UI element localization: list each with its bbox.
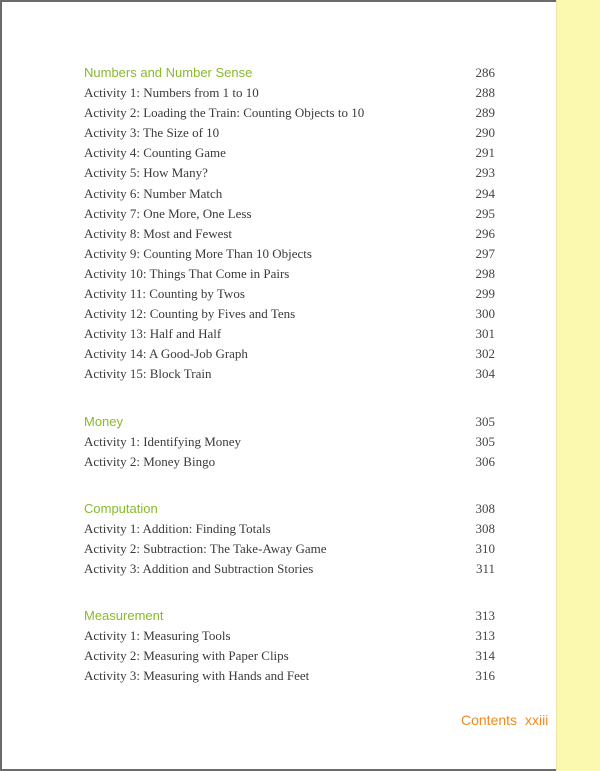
table-of-contents <box>84 63 495 714</box>
toc-entry <box>84 184 495 204</box>
entry-page-number: 308 <box>475 520 495 536</box>
section-page-number: 308 <box>475 500 495 516</box>
entry-page-number: 300 <box>475 306 495 322</box>
entry-title: Activity 2: Loading the Train: Counting Objects to 10 <box>84 105 365 121</box>
scan-edge-left <box>0 0 2 771</box>
section-heading <box>84 412 495 432</box>
toc-entry <box>84 539 495 559</box>
toc-entry <box>84 244 495 264</box>
toc-section <box>84 412 495 472</box>
toc-entry <box>84 123 495 143</box>
toc-section <box>84 499 495 579</box>
entry-page-number: 301 <box>475 326 495 342</box>
page-edge-strip <box>556 0 600 771</box>
entry-title: Activity 15: Block Train <box>84 366 212 382</box>
entry-page-number: 288 <box>475 85 495 101</box>
toc-entry <box>84 324 495 344</box>
entry-title: Activity 3: The Size of 10 <box>84 125 220 141</box>
scan-edge-top <box>0 0 600 2</box>
entry-page-number: 310 <box>475 540 495 556</box>
entry-page-number: 314 <box>475 648 495 664</box>
entry-title: Activity 6: Number Match <box>84 185 223 201</box>
toc-entry <box>84 103 495 123</box>
toc-entry <box>84 284 495 304</box>
entry-page-number: 306 <box>475 453 495 469</box>
section-heading <box>84 499 495 519</box>
section-heading <box>84 63 495 83</box>
entry-page-number: 305 <box>475 433 495 449</box>
toc-entry <box>84 626 495 646</box>
entry-title: Activity 1: Numbers from 1 to 10 <box>84 85 259 101</box>
page-footer <box>461 712 548 728</box>
toc-entry <box>84 432 495 452</box>
entry-page-number: 289 <box>475 105 495 121</box>
entry-page-number: 299 <box>475 286 495 302</box>
entry-title: Activity 2: Money Bingo <box>84 453 216 469</box>
entry-title: Activity 2: Subtraction: The Take-Away Game <box>84 540 327 556</box>
entry-page-number: 316 <box>475 668 495 684</box>
entry-title: Activity 4: Counting Game <box>84 145 226 161</box>
entry-page-number: 298 <box>475 265 495 281</box>
page-folio: xxiii <box>525 712 549 728</box>
toc-entry <box>84 83 495 103</box>
toc-entry <box>84 204 495 224</box>
section-title: Money <box>84 413 124 429</box>
section-title: Measurement <box>84 608 164 624</box>
toc-entry <box>84 224 495 244</box>
toc-entry <box>84 519 495 539</box>
entry-title: Activity 14: A Good-Job Graph <box>84 346 248 362</box>
toc-entry <box>84 666 495 686</box>
entry-page-number: 304 <box>475 366 495 382</box>
entry-page-number: 297 <box>475 245 495 261</box>
toc-entry <box>84 646 495 666</box>
entry-page-number: 294 <box>475 185 495 201</box>
entry-title: Activity 12: Counting by Fives and Tens <box>84 306 296 322</box>
toc-section <box>84 606 495 686</box>
entry-title: Activity 5: How Many? <box>84 165 208 181</box>
entry-title: Activity 1: Addition: Finding Totals <box>84 520 271 536</box>
toc-entry <box>84 364 495 384</box>
footer-label: Contents <box>461 712 518 728</box>
entry-title: Activity 3: Measuring with Hands and Feet <box>84 668 310 684</box>
entry-title: Activity 13: Half and Half <box>84 326 222 342</box>
entry-title: Activity 3: Addition and Subtraction Stories <box>84 561 314 577</box>
toc-entry <box>84 559 495 579</box>
entry-page-number: 293 <box>475 165 495 181</box>
entry-page-number: 313 <box>475 628 495 644</box>
toc-entry <box>84 304 495 324</box>
section-page-number: 305 <box>475 413 495 429</box>
entry-title: Activity 10: Things That Come in Pairs <box>84 265 290 281</box>
toc-entry <box>84 452 495 472</box>
entry-title: Activity 2: Measuring with Paper Clips <box>84 648 289 664</box>
entry-title: Activity 7: One More, One Less <box>84 205 252 221</box>
entry-page-number: 296 <box>475 225 495 241</box>
section-heading <box>84 606 495 626</box>
toc-entry <box>84 163 495 183</box>
toc-entry <box>84 143 495 163</box>
entry-title: Activity 8: Most and Fewest <box>84 225 233 241</box>
toc-entry <box>84 344 495 364</box>
section-title: Computation <box>84 500 158 516</box>
section-page-number: 286 <box>475 65 495 80</box>
entry-page-number: 302 <box>475 346 495 362</box>
entry-title: Activity 1: Measuring Tools <box>84 628 231 644</box>
entry-page-number: 290 <box>475 125 495 141</box>
entry-page-number: 311 <box>475 561 495 577</box>
toc-section <box>84 63 495 385</box>
entry-page-number: 295 <box>475 205 495 221</box>
entry-title: Activity 9: Counting More Than 10 Objects <box>84 245 312 261</box>
section-page-number: 313 <box>475 608 495 624</box>
section-title: Numbers and Number Sense <box>84 65 253 80</box>
toc-entry <box>84 264 495 284</box>
entry-page-number: 291 <box>475 145 495 161</box>
entry-title: Activity 11: Counting by Twos <box>84 286 245 302</box>
entry-title: Activity 1: Identifying Money <box>84 433 242 449</box>
